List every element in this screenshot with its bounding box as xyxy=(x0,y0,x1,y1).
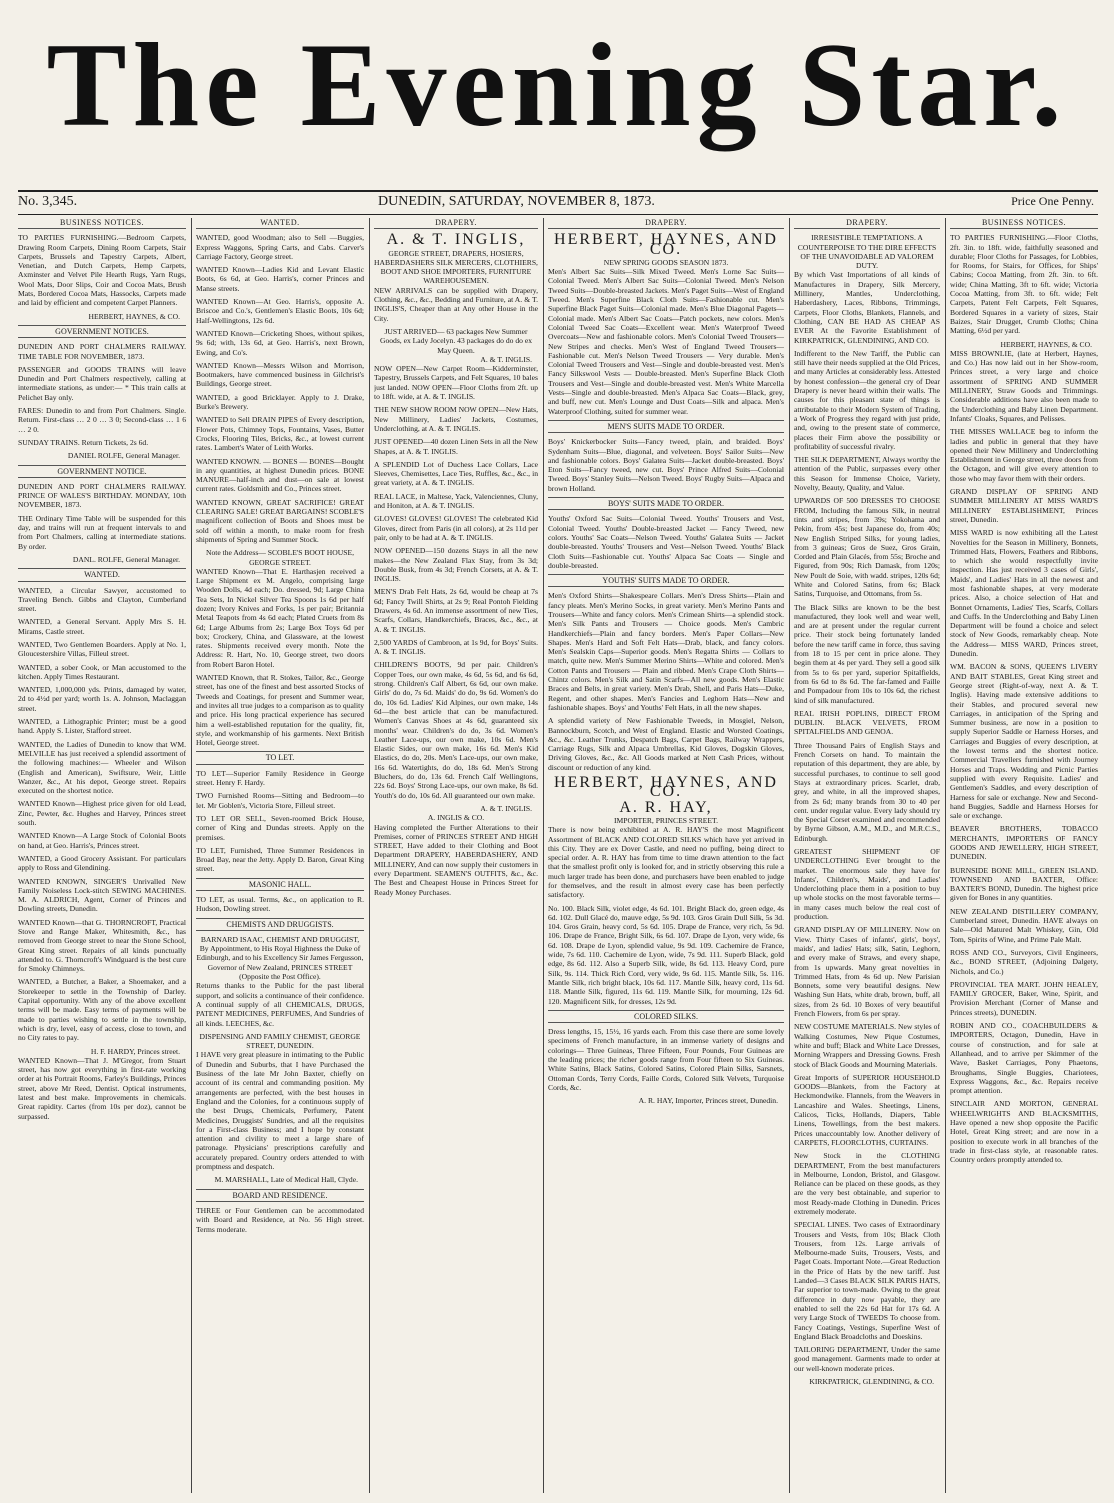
advert-text: The Black Silks are known to be the best manufactured, they look well and wear well, and are at present under the regular current price. Their stock being fortunately landed before the new tariff came in force, thus saving from 18 to 15 per cent in price alone. They begin them at 4s per yard. They sell a good silk from 5s to 6s per yard, superior Spitalfields, from 6s 6d to 8s 6d. The far-famed and Faille and Pompadour from 10s to 10s 6d, the richest kind of silk manufactured. xyxy=(794,602,940,705)
advert-text: GREATEST SHIPMENT OF UNDERCLOTHING Ever brought to the market. The enormous sale they have for Infants', Children's, Maids', and Ladies' Underclothing place them in a position to buy up whole stocks on the most favorable terms—in many cases much below the real cost of production. xyxy=(794,847,940,922)
advert-text: A SPLENDID Lot of Duchess Lace Collars, Lace Sleeves, Chemisettes, Lace Ties, Ruffles, &c., &c., in great variety, at A. & T. INGLIS. xyxy=(374,459,538,488)
signature: HERBERT, HAYNES, & CO. xyxy=(88,311,180,321)
section-heading: BOYS' SUITS MADE TO ORDER. xyxy=(548,497,784,510)
advert-text: REAL LACE, in Maltese, Yack, Valenciennes, Cluny, and Honiton, at A. & T. INGLIS. xyxy=(374,491,538,511)
advert-text: Boys' Knickerbocker Suits—Fancy tweed, plain, and braided. Boys' Sydenham Suits—Blue, diagonal, and velveteen. Boys' Sailor Suits—New and fashionable colors. Boys' Galatea Suits—Jacket double-breasted. Boys' Eton Suits—Fancy tweed, new cut. Boys' Prince Alfred Suits—Colonial Tweed. Boys' Stanley Suits—Nelson Tweed. Boys' Rugby Suits—Alpaca and brown Holland. xyxy=(548,437,784,493)
column-rule xyxy=(543,218,544,1493)
advert-text: TAILORING DEPARTMENT, Under the same good management. Garments made to order at our well-known moderate prices. xyxy=(794,1345,940,1373)
signature: H. F. HARDY, Princes street. xyxy=(90,1046,180,1056)
column-4 xyxy=(548,218,784,1493)
advert-text: NEW ZEALAND DISTILLERY COMPANY, Cumberland street, Dunedin. HAVE always on Sale—Old Matured Malt Whiskey, Gin, Old Tom, Spirits of Wine, and Prime Pale Malt. xyxy=(950,906,1098,944)
advert-text: WANTED, the Ladies of Dunedin to know that WM. MELVILLE has just received a splendid assortment of the following machines:— Wheeler and Wilson (English and American), Swiftsure, Weir, Little Wanzer, &c., At his depot, George street. Repairs executed on the shortest notice. xyxy=(18,739,186,796)
centered-text: DISPENSING AND FAMILY CHEMIST, GEORGE STREET, DUNEDIN. xyxy=(199,1031,361,1051)
signature: A. & T. INGLIS. xyxy=(480,803,532,813)
advert-text: There is now being exhibited at A. R. HAY'S the most Magnificent Assortment of BLACK AND COLORED SILKS which have yet arrived in this City. They are ex Dover Castle, and need no puffing, being direct to special order. A. R. HAY has from time to time drawn attention to the fact that the smallest profit only is looked for, and in strictly observing this rule a much larger trade has been done, and purchasers have been enabled to judge for themselves, and the result in almost every case has been perfectly satisfactory. xyxy=(548,825,784,900)
section-heading: CHEMISTS AND DRUGGISTS. xyxy=(196,918,364,931)
section-heading: GOVERNMENT NOTICES. xyxy=(18,325,186,338)
place-and-date: DUNEDIN, SATURDAY, NOVEMBER 8, 1873. xyxy=(378,194,655,209)
advert-text: JUST OPENED—40 dozen Linen Sets in all the New Shapes, at A. & T. INGLIS. xyxy=(374,437,538,456)
advert-text: Three Thousand Pairs of English Stays and French Corsets on hand. To maintain the reputation of this department, they are able, by successful purchases, to continue to sell good Stays at extraordinary prices. Scarlet, drab, grey, and white, in all the improved shapes, from 2s 6d; many brands from 30 to 40 per cent. under regular value. Every lady should try the Special Corset examined and recommended by Byrne Gibson, A.M., M.D., and M.R.C.S., Edinburgh. xyxy=(794,740,940,843)
advert-text: NOW OPEN—New Carpet Room—Kidderminster, Tapestry, Brussels Carpets, and Felt Squares, 10 bales just landed. NOW OPEN—Floor Cloths from 2ft. up to 18ft. wide, at A. & T. INGLIS. xyxy=(374,364,538,402)
advert-heading: A. & T. INGLIS, xyxy=(386,231,526,249)
section-heading: BOARD AND RESIDENCE. xyxy=(196,1189,364,1202)
advert-text: SINCLAIR AND MORTON, GENERAL WHEELWRIGHTS AND BLACKSMITHS, Have opened a new shop opposite the Pacific Hotel, Great King street; and are now in a position to execute work in all branches of the trade in first-class style, at reasonable rates. Country orders promptly attended to. xyxy=(950,1099,1098,1165)
column-heading: DRAPERY. xyxy=(374,218,538,229)
centered-text: NEW SPRING GOODS SEASON 1873. xyxy=(603,257,729,267)
column-5 xyxy=(794,218,940,1493)
advert-text: WANTED Known—Ladies Kid and Levant Elastic Boots, 6s 6d, at Geo. Harris's, corner Princes and Manse streets. xyxy=(196,265,364,293)
advert-text: FARES: Dunedin to and from Port Chalmers. Single. Return. First-class … 2 0 … 3 0; Second-class … 1 6 … 2 0. xyxy=(18,406,186,434)
section-heading: GOVERNMENT NOTICE. xyxy=(18,465,186,478)
centered-text: GEORGE STREET, DRAPERS, HOSIERS, HABERDASHERS SILK MERCERS, CLOTHIERS, BOOT AND SHOE IMPORTERS, FURNITURE WAREHOUSEMEN. xyxy=(374,248,538,286)
section-heading: WANTED. xyxy=(18,568,186,581)
advert-text: Men's Oxford Shirts—Shakespeare Collars. Men's Dress Shirts—Plain and fancy pleats. Men's Merino Socks, in great variety. Men's Merino Pants and Trousers—White and fancy colors. Men's Crimean Shirts—a splendid stock. Men's Silk Pants and Trousers — Choice goods. Men's Cambric Handkerchiefs—Plain and fancy borders. Men's Paper Collars—New Shapes. Men's Hard and Soft Felt Hats—Drab, black, and fancy colors. Men's Sealskin Caps—Superior goods. Men's Regatta Shirts — Collars to match, quite new. Men's Summer Merino Shirts—White and colored. Men's Cotton Pants and Trousers — Plain and ribbed. Men's Crape Cloth Shirts—Chintz colors. Men's Silk and Satin Scarfs—All new goods. Men's Elastic Braces and Belts, in great variety. Men's Drab, Shell, and Paris Hats—Duke, Regent, and other shapes. Men's Fancies and Leghorn Hats—New and fashionable shapes. Boys' and Youths' Felt Hats, in all the new shapes. xyxy=(548,591,784,712)
advert-text: WANTED, a Good Grocery Assistant. For particulars apply to Ross and Glendining. xyxy=(18,853,186,873)
advert-text: WANTED Known—That E. Harthasjen received a Large Shipment ex M. Angelo, comprising large Wooden Dolls, 4d each; Do. dressed, 9d; Large China Tea Sets, In Nickel Silver Tea Spoons 1s 6d per half dozen; Ivory Knives and Forks, 1s per pair; Britannia Metal Teapots from 4s 6d each; Plated Cruets from 8s 6d; Large Albums from 2s; Large Box Toys 6d per box; Crockery, China, and Glassware, at the lowest rates. Shipments received every month. Note the Address: R. Hart, No. 10, George street, two doors from Robert Baron Hotel. xyxy=(196,566,364,669)
section-heading: YOUTHS' SUITS MADE TO ORDER. xyxy=(548,574,784,587)
advert-text: GRAND DISPLAY OF SPRING AND SUMMER MILLINERY AT MISS WARD'S MILLINERY ESTABLISHMENT, Princes street, Dunedin. xyxy=(950,487,1098,524)
advert-text: UPWARDS OF 500 DRESSES TO CHOOSE FROM, Including the famous Silk, in neutral tints and stripes, from 39s; Yokohama and Pekin, from 45s; best Japanese do, from 40s; New English Striped Silks, for young ladies, from 3 guineas; Gros de Suez, Gros Grain, Corded and Plain Glacés, from 55s; Broche and Figured, from 90s; Rich Damask, from 120s; New Poult de Soie, with wadd. stripes, 120s 6d; White and Colored Satins, from 6s; Black Satins, Turquoise, and Ottomans, from 5s. xyxy=(794,496,940,599)
column-heading: BUSINESS NOTICES. xyxy=(950,218,1098,229)
section-heading: COLORED SILKS. xyxy=(548,1010,784,1023)
price: Price One Penny. xyxy=(1011,194,1094,208)
advert-text: NEW COSTUME MATERIALS. New styles of Walking Costumes, New Pique Costumes, white and buff; Black and White Lace Dresses, Morning Wrappers and Dressing Gowns. Fresh stock of Black Goods and Mourning Materials. xyxy=(794,1022,940,1069)
advert-text: WANTED, a General Servant. Apply Mrs S. H. Mirams, Castle street. xyxy=(18,617,186,636)
advert-text: WANTED Known—Highest price given for old Lead, Zinc, Pewter, &c. Hughes and Harvey, Princes street south. xyxy=(18,799,186,828)
advert-text: PROVINCIAL TEA MART. JOHN HEALEY, FAMILY GROCER, Baker, Wine, Spirit, and Provision Merchant (Corner of Manse and Princes streets), DUNEDIN. xyxy=(950,979,1098,1017)
advert-text: WANTED KNOWN, GREAT SACRIFICE! GREAT CLEARING SALE! GREAT BARGAINS! SCOBLE'S magnificent collection of Boots and Shoes must be sold off within a month, to make room for fresh shipments of Spring and Summer Stock. xyxy=(196,497,364,544)
advert-text: MISS WARD is now exhibiting all the Latest Novelties for the Season in Millinery, Bonnets, Trimmed Hats, Flowers, Feathers and Ribbons, to which she would respectfully invite inspection. Has just received 3 cases of Girls', Maids', and Ladies' Hats in all the newest and most fashionable shapes, at very moderate prices. Also, a choice selection of Hat and Bonnet Ornaments, Ladies' Ties, Scarfs, Collars and Cuffs. In the Underclothing and Baby Linen Department will be found a choice and select stock of New Goods, remarkably cheap. Note the Address— MISS WARD, Princes street, Dunedin. xyxy=(950,528,1098,659)
advert-text: No. 100. Black Silk, violet edge, 4s 6d. 101. Bright Black do, green edge, 4s 6d. 102. Dull Glacé do, mauve edge, 5s 9d. 103. Gros Grain Dull Silk, 5s 3d. 104. Gros Grain, heavy cord, 5s 6d. 105. Drape de France, very rich, 5s 9d. 106. Drape de France, Bright Silk, 6s 6d. 107. Drape de Lyon, very wide, 6s 6d. 108. Drape de Lyon, splendid value, 9s 9d. 109. Cachemire de France, wide, 7s 6d. 110. Cachemire de Lyon, wide, 7s 9d. 111. Superb Black, gold edge, 8s 6d. 112. Also a Superb Silk, wide, 8s 6d. 113. Heavy Cord, pure Silk, 9s. 114. Thick Rich Cord, very wide, 9s 6d. 115. Mantle Silk, 5s. 116. Mantle Silk, rich bright black, 10s 6d. 117. Mantle Silk, heavy cord, 11s 6d. 118. Mantle Silk, figured, 11s 6d. 119. Mantle Silk, for mourning, 12s 6d. 120. Magnificent Silk, for dresses, 12s 9d. xyxy=(548,903,784,1006)
centered-text: IMPORTER, PRINCES STREET. xyxy=(613,815,719,825)
section-heading: MEN'S SUITS MADE TO ORDER. xyxy=(548,420,784,433)
advert-text: WANTED Known—Messrs Wilson and Morrison, Bootmakers, have commenced business in Gilchrist's Buildings, George street. xyxy=(196,360,364,389)
column-heading: DRAPERY. xyxy=(794,218,940,229)
advert-text: WANTED Known—That J. M'Gregor, from Stuart street, has now got everything in first-rate working order at his Portrait Rooms, Farley's Buildings, Princes street, above Mr Reed, Dentist. Optical instruments, latest and best make. Improvements in chemicals. Great rapidity. Cartes (from 10s per doz), cannot be surpassed. xyxy=(18,1055,186,1121)
advert-text: WANTED, a good Bricklayer. Apply to J. Drake, Burke's Brewery. xyxy=(196,392,364,412)
advert-text: CHILDREN'S BOOTS, 9d per pair. Children's Copper Toes, our own make, 4s 6d, 5s 6d, and 6s 6d, strong. Children's Calf Albert, 6s 6d, our own make. Girls' do do, 7s 6d. Maids' do do, 9s 6d. Women's do do, 10s 6d. Ladies' Kid Alpines, our own make, 14s 6d—the best article that can be manufactured. Women's Canvas Shoes at 4s 6d, guaranteed six months' wear. Children's do do, 3s 6d. Women's Leather Lace-ups, our own make, 10s 6d. Men's Elastic Sides, our own make, 16s 6d. Men's Kid Elastics, do do, 20s. Men's Lace-ups, our own make, 16s 6d. Watertights, do do, 18s 6d. Men's Strong Bluchers, do do, 13s 6d. French Calf Wellingtons, 22s 6d. Boys' Strong Lace-ups, our own make, 8s 6d. Youth's do do, 10s 6d. All guaranteed our own make. xyxy=(374,660,538,800)
advert-text: Great Imports of SUPERIOR HOUSEHOLD GOODS—Blankets, from the Factory at Heckmondwike. Flannels, from the Weavers in Lancashire and Wales. Sheetings, Linens, Calicos, Ticks, Hollands, Diapers, Table Linens, Towellings, from the best makers. Prices unaccountably low. Another delivery of CARPETS, FLOORCLOTHS, CURTAINS. xyxy=(794,1072,940,1147)
advert-text: WANTED KNOWN. — BONES — BONES—Bought in any quantities, at highest Dunedin prices. BONE MANURE—half-inch and dust—on sale at lowest current rates. Goldsmith and Co., Princes street. xyxy=(196,456,364,494)
advert-text: New Stock in the CLOTHING DEPARTMENT, From the best manufacturers in Melbourne, London, Bristol, and Glasgow. Reliance can be placed on these goods, as they are the very best obtainable, and superior to most Ready-made Clothing in Dunedin. Prices extremely moderate. xyxy=(794,1151,940,1216)
advert-text: TO PARTIES FURNISHING.—Bedroom Carpets, Drawing Room Carpets, Dining Room Carpets, Stair Carpets, Brussels and Tapestry Carpets, Albert, Venetian, and Dutch Carpets, Hemp Carpets, Axminster and Velvet Pile Hearth Rugs, Yarn Rugs, Wool Mats, Door Slips, Coir and Cocoa Mats, Brush Mats, Bordered Cocoa Mats, Hassocks, Carpets made and laid by efficient and competent Carpet Planners. xyxy=(18,233,186,308)
advert-text: DUNEDIN AND PORT CHALMERS RAILWAY. PRINCE OF WALES'S BIRTHDAY. MONDAY, 10th NOVEMBER, 1873. xyxy=(18,481,186,510)
advert-text: MISS BROWNLIE, (late at Herbert, Haynes, and Co.) Has now laid out in her Show-room, Princes street, a very large and choice assortment of SPRING AND SUMMER MILLINERY, Straw Goods and Trimmings. Considerable additions have also been made to the Underclothing and Baby Linen Department. Infants' Cloaks, Squares, and Pelisses. xyxy=(950,348,1098,423)
advert-text: TWO Furnished Rooms—Sitting and Bedroom—to let. Mr Goblen's, Victoria Store, Filleul street. xyxy=(196,791,364,810)
advert-text: NOW OPENED—150 dozens Stays in all the new makes—the New Zealand Flax Stay, from 3s 3d; Double Busk, from 4s 3d; French Corsets, at A. & T. INGLIS. xyxy=(374,546,538,584)
advert-text: WANTED Known—Cricketing Shoes, without spikes, 9s 6d; with, 13s 6d, at Geo. Harris's, next Brown, Ewing, and Co's. xyxy=(196,328,364,357)
centered-text: Note the Address— SCOBLE'S BOOT HOUSE, GEORGE STREET. xyxy=(205,548,355,567)
advert-text: WANTED Known, that R. Stokes, Tailor, &c., George street, has one of the finest and best assorted Stocks of Tweeds and Coatings, for present and Summer wear, and invites all true judges to a comparison as to quality and price. His long practical experience has secured him a well-established reputation for the quality, fit, style, and workmanship of his garments. Next British Hotel, George street. xyxy=(196,673,364,748)
column-heading: WANTED. xyxy=(196,218,364,229)
advert-text: WANTED, 1,000,000 yds. Prints, damaged by water, 2d to 4½d per yard; worth 1s. A. Johnson, Maclaggan street. xyxy=(18,685,186,713)
column-rule xyxy=(789,218,790,1493)
advert-text: Men's Albert Sac Suits—Silk Mixed Tweed. Men's Lorne Sac Suits—Colonial Tweed. Men's Albert Sac Suits—Colonial Tweed. Men's Nelson Tweed Suits—Double-breasted Jackets. Men's Paget Suits—West of England Tweed. Men's Superfine Black Cloth Suits—Fashionable cut. Men's Superfine Black Paget Suits—Colonial made. Men's Blue Diagonal Pagets—Colonial made. Men's Albert Sac Coats—Patch pockets, new colors. Men's Colonial Tweed Sac Coats—Excellent wear. Men's Waterproof Tweed Overcoats—New and fashionable colors. Men's Colonial Tweed Trousers—New Stripes and checks. Men's West of England Tweed Trousers—Fashionable cut. Men's Nelson Tweed Trousers — Very durable. Men's Colonial Tweed Trousers and Vest—Single and double-breasted vest. Men's Fancy Silkswool Vests — Double-breasted. Men's Superfine Black Cloth Trousers and Vest—Single and double-breasted vest. Men's White Marcella Vests—Single and double-breasted. Men's Alpaca Sac Coats—Black, grey, and buff, new cut. Men's Lounge and Dust Coats—Silk and alpaca. Men's Waterproof Clothing, suited for summer wear. xyxy=(548,267,784,416)
advert-text: THE Ordinary Time Table will be suspended for this day, and trains will run at frequent intervals to and from Port Chalmers, calling at intermediate stations. By order. xyxy=(18,513,186,551)
advert-text: SPECIAL LINES. Two cases of Extraordinary Trousers and Vests, from 10s; Black Cloth Trousers, from 12s. Large arrivals of Melbourne-made Suits, Trousers, Vests, and Paget Coats. Important Note.—Great Reduction in the Price of Hats by the new tariff. Just Landed—3 Cases BLACK SILK PARIS HATS, Far superior to town-made. Owing to the great difference in duty now payable, they are enabled to sell the 22s 6d Hat for 17s 6d. A very Large Stock of TWEEDS To choose from. Fancy Coatings, Vestings, Superfine West of England Black Broadcloths and Doeskins. xyxy=(794,1220,940,1341)
advert-text: ROBIN AND CO., COACHBUILDERS & IMPORTERS, Octagon, Dunedin, Have in course of construction, and for sale at Allanhead, and to arrive per Skimmer of the Wave, Basket Carriages, Pony Phaetons, Broughams, Single Buggies, Chariotees, Express Waggons, &c., &c. Repairs receive prompt attention. xyxy=(950,1021,1098,1096)
advert-text: WANTED to Sell DRAIN PIPES of Every description, Flower Pots, Chimney Tops, Fountains, Vases, Butter Crocks, Flooring Tiles, Bricks, &c., at lowest current rates. Lambert's Water of Leith Works. xyxy=(196,415,364,453)
masthead xyxy=(0,0,1114,182)
advert-text: MEN'S Drab Felt Hats, 2s 6d, would be cheap at 7s 6d; Fancy Twill Shirts, at 2s 9; Real Pontoh Fielding Drawers, 4s 6d. An immense assortment of new Ties, Scarfs, Collars, Handkerchiefs, Braces, &c., &c., at A. & T. INGLIS. xyxy=(374,587,538,634)
advert-text: BURNSIDE BONE MILL, GREEN ISLAND. TOWNSEND AND BAXTER, Office: BAXTER'S BOND, Dunedin. The highest price given for Bones in any quantities. xyxy=(950,865,1098,903)
advert-text: WANTED Known—that G. THORNCROFT, Practical Stove and Range Maker, Whitesmith, &c., has removed from George street to near the Stone School, Great King street. Repairs of all kinds punctually attended to. G. Thorncroft's Windguard is the best cure for Smoky Chimneys. xyxy=(18,917,186,974)
advert-text: WANTED Known—A Large Stock of Colonial Boots on hand, at Geo. Harris's, Princes street. xyxy=(18,831,186,850)
signature: KIRKPATRICK, GLENDINING, & CO. xyxy=(809,1377,934,1387)
advert-heading: A. R. HAY, xyxy=(619,798,713,816)
advert-text: THREE or Four Gentlemen can be accommodated with Board and Residence, at No. 56 High street. Terms moderate. xyxy=(196,1205,364,1234)
column-rule xyxy=(945,218,946,1493)
advert-text: PASSENGER and GOODS TRAINS will leave Dunedin and Port Chalmers respectively, calling at intermediate stations, as under:— * This train calls at Pelichet Bay only. xyxy=(18,364,186,402)
section-heading: TO LET. xyxy=(196,751,364,764)
advert-text: WANTED, a Butcher, a Baker, a Shoemaker, and a Storekeeper to settle in the Township of Darley. Capital opportunity. With any of the above excellent terms will be made. Easy terms of payments will be made to parties wishing to settle in the township, which is dry, level, easy of access, close to town, and no City rates to pay. xyxy=(18,977,186,1043)
column-2 xyxy=(196,218,364,1493)
advert-text: GLOVES! GLOVES! GLOVES! The celebrated Kid Gloves, direct from Paris (in all colors), at 2s 11d per pair, only to be had at A. & T. INGLIS. xyxy=(374,514,538,542)
signature: DANL. ROLFE, General Manager. xyxy=(72,554,180,564)
advert-text: WM. BACON & SONS, QUEEN'S LIVERY AND BAIT STABLES, Great King street and George street (Right-of-way, next A. & T. Inglis). Having made extensive additions to their Stables, and procured several new Carriages, in anticipation of the Spring and Summer business, are now in a position to supply Superior Saddle or Harness Horses, and Carriages and Buggies of every description, at the lowest terms and the shortest notice. Commercial Travellers furnished with Journey Horses and Traps. Wedding and Picnic Parties supplied with every Requisite. Ladies' and Gentlemen's Saddles, and every description of Harness for sale or exchange. New and Second-hand Buggies, Saddle and Harness Horses for sale or exchange. xyxy=(950,662,1098,821)
column-heading: DRAPERY. xyxy=(548,218,784,229)
centered-text: IRRESISTIBLE TEMPTATIONS. A COUNTERPOISE TO THE DIRE EFFECTS OF THE UNAVOIDABLE AD VALOREM DUTY. xyxy=(797,233,937,271)
advert-text: Dress lengths, 15, 15½, 16 yards each. From this case there are some lovely specimens of French manufacture, in an immense variety of designs and colorings— Three Guineas, Three Fifteen, Four Pounds, Four Guineas are the leading prices; the richer goods range from Four fifteen to Six Guineas. White Satins, Black Satins, Colored Satins, Colored Plain Silks, Sarsnets, Ottoman Cords, Terry Cords, Faille Cords, Colored Silk Velvets, Turquoise Cords, &c. xyxy=(548,1027,784,1092)
advert-text: TO LET OR SELL, Seven-roomed Brick House, corner of King and Dundas streets. Apply on the premises. xyxy=(196,813,364,842)
advert-text: A splendid variety of New Fashionable Tweeds, in Mosgiel, Nelson, Bannockburn, Scotch, and West of England. Elastic and Worsted Coatings, &c., &c. Leather Trunks, Despatch Bags, Carpet Bags, Railway Wrappers, Carriage Rugs, Silk and Alpaca Umbrellas, Kid Gloves, Dogskin Gloves, Driving Gloves, &c., &c. All Goods marked at Nett Cash Prices, without discount or reduction of any kind. xyxy=(548,716,784,772)
signature: HERBERT, HAYNES, & CO. xyxy=(1000,339,1092,349)
advert-heading: HERBERT, HAYNES, AND CO. xyxy=(554,774,778,801)
signature: A. & T. INGLIS. xyxy=(480,354,532,364)
column-heading: BUSINESS NOTICES. xyxy=(18,218,186,229)
advert-text: WANTED, a Circular Sawyer, accustomed to Traveling Bench. Gibbs and Clayton, Cumberland street. xyxy=(18,585,186,614)
advert-text: I HAVE very great pleasure in intimating to the Public of Dunedin and Suburbs, that I have Purchased the Business of the late Mr John Baxter, chiefly on account of its central and commanding position. My arrangements are perfected, with the best houses in England and the Colonies, for a continuous supply of the best Drugs, Chemicals, Perfumery, Patent Medicines, Druggists' Sundries, and all the requisites for a First-class Business; and I hope by constant attention and civility to meet a large share of patronage. Physicians' prescriptions carefully and accurately prepared. Country orders attended to with promptness and despatch. xyxy=(196,1050,364,1172)
advert-text: TO PARTIES FURNISHING.—Floor Cloths, 2ft. 3in. to 18ft. wide, faithfully seasoned and durable; Floor Cloths for Passages, for Lobbies, for Rooms, for Stairs, for Offices, for Ships' Cabins; Cocoa Matting, from 2ft. 3in. to 6ft. wide; China Matting, 3ft to 6ft. wide; Victoria Cocoa Matting, from 3ft. to 6ft. wide; Felt Carpets, Patent Felt Carpets, Felt Squares, Bordered Squares in a variety of sizes, Stair Baizes, Stair Drugget, Crumb Cloths; China Matting, 6½d per yard. xyxy=(950,233,1098,336)
newspaper-title: The Evening Star. xyxy=(46,18,1068,151)
advert-text: TO LET, as usual. Terms, &c., on application to R. Hudson, Dowling street. xyxy=(196,895,364,914)
dateline xyxy=(18,190,1098,215)
signature: A. R. HAY, Importer, Princes street, Dunedin. xyxy=(638,1096,778,1106)
advert-text: WANTED, a sober Cook, or Man accustomed to the kitchen. Apply Times Restaurant. xyxy=(18,662,186,681)
centered-text: A. INGLIS & CO. xyxy=(427,813,485,823)
advert-text: TO LET—Superior Family Residence in George street. Henry F. Hardy. xyxy=(196,768,364,788)
advert-text: By which Vast Importations of all kinds of Manufactures in Drapery, Silk Mercery, Millinery, Mantles, Underclothing, Haberdashery, Laces, Ribbons, Trimmings, Carpets, Floor Cloths, Blankets, Flannels, and Clothing, CAN BE HAD AS CHEAP AS EVER At the Favorite Establishment of KIRKPATRICK, GLENDINING, AND CO. xyxy=(794,270,940,345)
column-1 xyxy=(18,218,186,1493)
column-rule xyxy=(369,218,370,1493)
advert-text: GRAND DISPLAY OF MILLINERY. Now on View. Thirty Cases of infants', girls', boys', maids', and ladies' Hats; silk, Satin, Leghorn, and every make of Straws, and every shape, from 1s upwards. Many great novelties in Trimmed Hats, from 4s 6d up. New Parisian Bonnets, some very beautiful designs. New Washing Sun Hats, white drab, brown, buff, all sizes, from 2s 6d. 10 Boxes of very beautiful French Flowers, from 6s per spray. xyxy=(794,925,940,1019)
advert-heading: HERBERT, HAYNES, AND CO. xyxy=(554,231,778,258)
advert-text: WANTED KNOWN, SINGER'S Unrivalled New Family Noiseless Lock-stitch SEWING MACHINES. M. A. ALDRICH, Agent, Corner of Princes and Dowling streets, Dunedin. xyxy=(18,876,186,914)
advert-text: Having completed the Further Alterations to their Premises, corner of PRINCES STREET AND HIGH STREET, Have added to their Clothing and Boot Department DRAPERY, HABERDASHERY, AND MILLINERY, And can now supply their customers in every Department. SEAMEN'S OUTFITS, &c., &c. The Best and Cheapest House in Princes Street for Ready Money Purchases. xyxy=(374,822,538,897)
advert-text: THE NEW SHOW ROOM NOW OPEN—New Hats, New Millinery, Ladies' Jackets, Costumes, Underclothing, at A. & T. INGLIS. xyxy=(374,405,538,433)
section-heading: MASONIC HALL. xyxy=(196,878,364,891)
centered-text: JUST ARRIVED— 63 packages New Summer Goods, ex Lady Jocelyn. 43 packages do do do ex May Queen. xyxy=(379,326,533,355)
advert-text: BEAVER BROTHERS, TOBACCO MERCHANTS, IMPORTERS OF FANCY GOODS AND JEWELLERY, HIGH STREET, DUNEDIN. xyxy=(950,824,1098,862)
advert-text: NEW ARRIVALS can be supplied with Drapery, Clothing, &c., &c., Bedding and Furniture, at A. & T. INGLIS'S, Cheaper than at Any other House in the City. xyxy=(374,285,538,323)
advert-text: 2,500 YARDS of Cambroon, at 1s 9d, for Boys' Suits. A. & T. INGLIS. xyxy=(374,637,538,657)
advert-text: REAL IRISH POPLINS, DIRECT FROM DUBLIN. BLACK VELVETS, FROM SPITALFIELDS AND GENOA. xyxy=(794,708,940,737)
signature: M. MARSHALL, Late of Medical Hall, Clyde. xyxy=(214,1175,358,1185)
advert-text: ROSS AND CO., Surveyors, Civil Engineers, &c., BOND STREET, (Adjoining Dalgety, Nichols, and Co.) xyxy=(950,947,1098,976)
advert-text: THE MISSES WALLACE beg to inform the ladies and public in general that they have opened their New Millinery and Underclothing Establishment in George street, three doors from the Octagon, and will give every attention to those who may favor them with their orders. xyxy=(950,427,1098,483)
advert-text: SUNDAY TRAINS. Return Tickets, 2s 6d. xyxy=(18,437,149,447)
column-6 xyxy=(950,218,1098,1493)
column-rule xyxy=(191,218,192,1493)
issue-number: No. 3,345. xyxy=(18,194,78,209)
advert-text: WANTED Known—At Geo. Harris's, opposite A. Briscoe and Co.'s, Gentlemen's Elastic Boots, 10s 6d; Half-Wellingtons, 12s 6d. xyxy=(196,297,364,325)
advert-text: TO LET, Furnished, Three Summer Residences in Broad Bay, near the Jetty. Apply D. Baron, Great King street. xyxy=(196,845,364,874)
advert-text: WANTED, a Lithographic Printer; must be a good hand. Apply S. Lister, Stafford street. xyxy=(18,717,186,736)
advert-text: THE SILK DEPARTMENT, Always worthy the attention of the Public, surpasses every other this Season for Immense Choice, Variety, Novelty, Beauty, Quality, and Value. xyxy=(794,455,940,493)
column-3 xyxy=(374,218,538,1493)
centered-text: BARNARD ISAAC, CHEMIST AND DRUGGIST, By Appointment, to His Royal Highness the Duke of Edinburgh, and to his Excellency Sir James Fergusson, Governor of New Zealand, PRINCES STREET (Opposite the Post Office). xyxy=(196,934,364,982)
advert-text: Youths' Oxford Sac Suits—Colonial Tweed. Youths' Trousers and Vest, Colonial Tweed. Youths' Double-breasted Jacket — Fancy Tweed, new colors. Youths' Sac Coats—Nelson Tweed. Youths' Galatea Suits — Jacket double-breasted. Youths' Trousers and Vest—Nelson Tweed. Youths' Black Cloth Suits—Fashionable cut. Youths' Alpaca Sac Coats — Single and double-breasted. xyxy=(548,514,784,570)
advert-text: Indifferent to the New Tariff, the Public can still have their needs supplied at the Old Prices, and many Articles at considerably less. Attested by honest confession—the general cry of Dear Drapery is never heard within their walls. The causes for this pleasant state of things is attributable to their Modern System of Trading, a Work of Progress they regard with just pride, and, owing to the present state of commerce, places their Firm above the possibility or profitability of successful rivalry. xyxy=(794,348,940,451)
advert-text: Returns thanks to the Public for the past liberal support, and solicits a continuance of their confidence. A continual supply of all CHEMICALS, DRUGS, PATENT MEDICINES, PERFUMES, And Sundries of all kinds. LEECHES, &c. xyxy=(196,981,364,1028)
signature: DANIEL ROLFE, General Manager. xyxy=(67,451,180,461)
advert-text: WANTED, Two Gentlemen Boarders. Apply at No. 1, Gloucestershire Villas, Filleul street. xyxy=(18,639,186,659)
advert-text: DUNEDIN AND PORT CHALMERS RAILWAY. TIME TABLE FOR NOVEMBER, 1873. xyxy=(18,342,186,361)
advert-text: WANTED, good Woodman; also to Sell —Buggies, Express Waggons, Spring Carts, and Cabs. Carver's Carriage Factory, George street. xyxy=(196,233,364,261)
